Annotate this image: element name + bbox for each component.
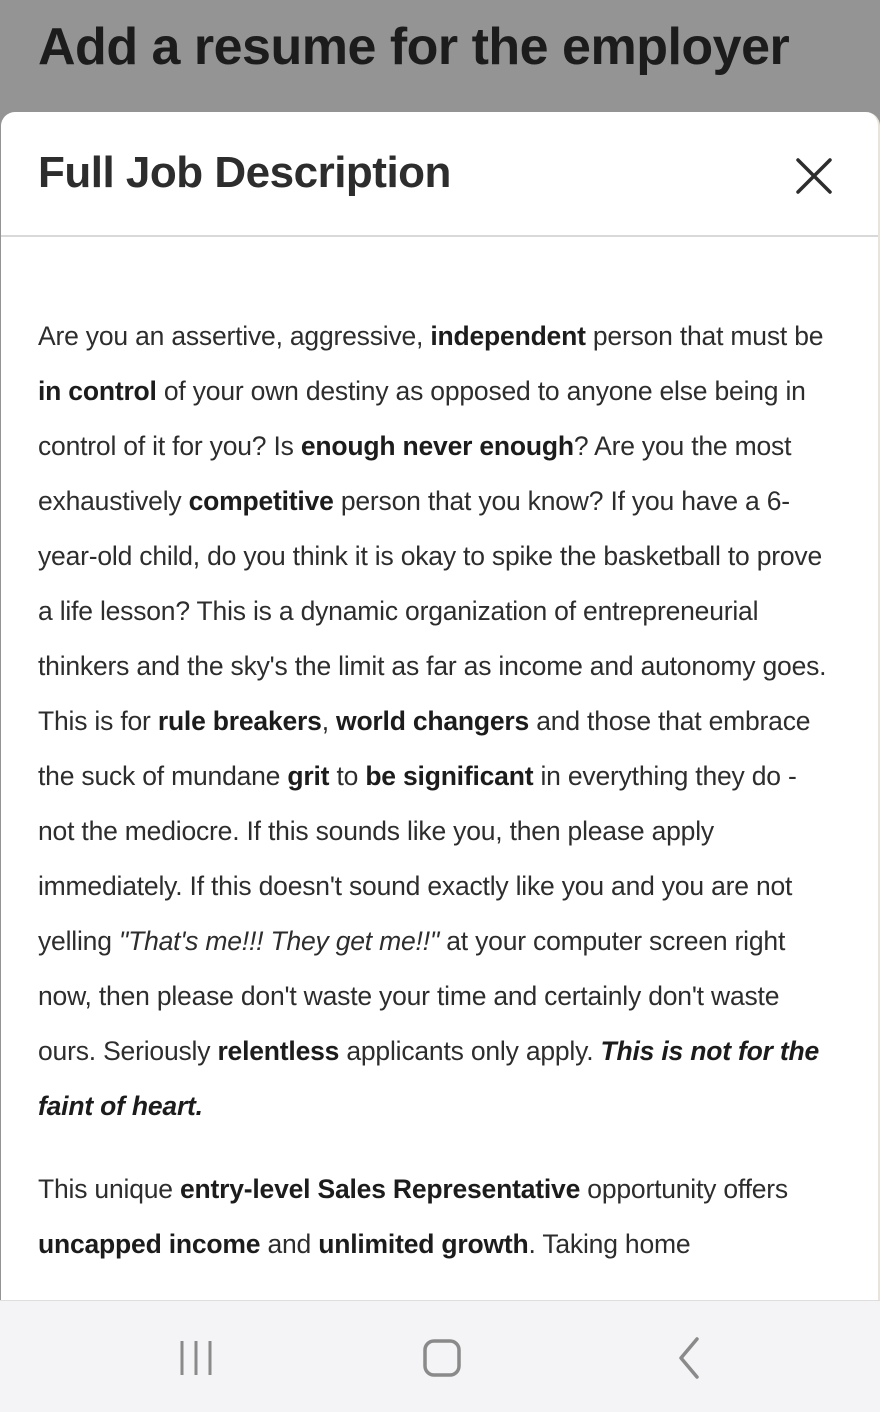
- emphasis-bold: uncapped income: [38, 1229, 261, 1259]
- emphasis-bold: unlimited growth: [318, 1229, 529, 1259]
- text-segment: and: [260, 1229, 319, 1259]
- emphasis-bold: be significant: [365, 761, 534, 791]
- emphasis-bold-italic: This is not for the faint of heart.: [38, 1036, 820, 1121]
- job-description-modal: [1, 112, 880, 1300]
- emphasis-bold: competitive: [188, 486, 334, 516]
- emphasis-bold: relentless: [217, 1036, 340, 1066]
- description-paragraph: [38, 1162, 838, 1272]
- text-segment: to: [329, 761, 366, 791]
- close-button[interactable]: [794, 156, 834, 196]
- emphasis-bold: grit: [287, 761, 330, 791]
- emphasis-bold: entry-level Sales Representative: [179, 1174, 581, 1204]
- modal-header: [1, 112, 878, 237]
- text-segment: ,: [321, 706, 337, 736]
- text-segment: ? Are you the most exhaustively: [38, 431, 792, 516]
- emphasis-bold: rule breakers: [157, 706, 322, 736]
- description-paragraph: [38, 309, 838, 1134]
- system-navigation-bar: [0, 1300, 880, 1412]
- recent-apps-icon: [172, 1333, 222, 1383]
- text-segment: opportunity offers: [580, 1174, 788, 1204]
- text-segment: and those that embrace the suck of mundane: [38, 706, 811, 791]
- recent-apps-button[interactable]: [172, 1333, 222, 1383]
- text-segment: This unique: [38, 1174, 180, 1204]
- text-segment: person that must be: [585, 321, 824, 351]
- text-segment: applicants only apply.: [339, 1036, 601, 1066]
- modal-title: Full Job Description: [38, 148, 451, 197]
- home-button[interactable]: [417, 1333, 467, 1383]
- emphasis-bold: world changers: [336, 706, 530, 736]
- close-icon: [794, 156, 834, 196]
- text-segment: of your own destiny as opposed to anyone else being in control of it for you? Is: [38, 376, 806, 461]
- back-button[interactable]: [665, 1333, 715, 1383]
- text-segment: person that you know? If you have a 6-year-old child, do you think it is okay to spike the basketball to prove a life lesson? This is a dynamic organization of entrepreneurial thinkers and the sky's the limit as far as income and autonomy goes. This is for: [38, 486, 827, 736]
- text-segment: in everything they do - not the mediocre. If this sounds like you, then please apply immediately. If this doesn't sound exactly like you and you are not yelling: [38, 761, 797, 956]
- emphasis-bold: independent: [430, 321, 586, 351]
- background-page-title: Add a resume for the employer: [38, 18, 790, 76]
- emphasis-italic: "That's me!!! They get me!!": [118, 926, 440, 956]
- emphasis-bold: in control: [38, 376, 157, 406]
- text-segment: Are you an assertive, aggressive,: [38, 321, 431, 351]
- job-description-body: [1, 237, 878, 1272]
- emphasis-bold: enough never enough: [300, 431, 574, 461]
- home-icon: [417, 1333, 467, 1383]
- text-segment: . Taking home: [528, 1229, 691, 1259]
- text-segment: at your computer screen right now, then please don't waste your time and certainly don't waste ours. Seriously: [38, 926, 786, 1066]
- back-icon: [665, 1333, 715, 1383]
